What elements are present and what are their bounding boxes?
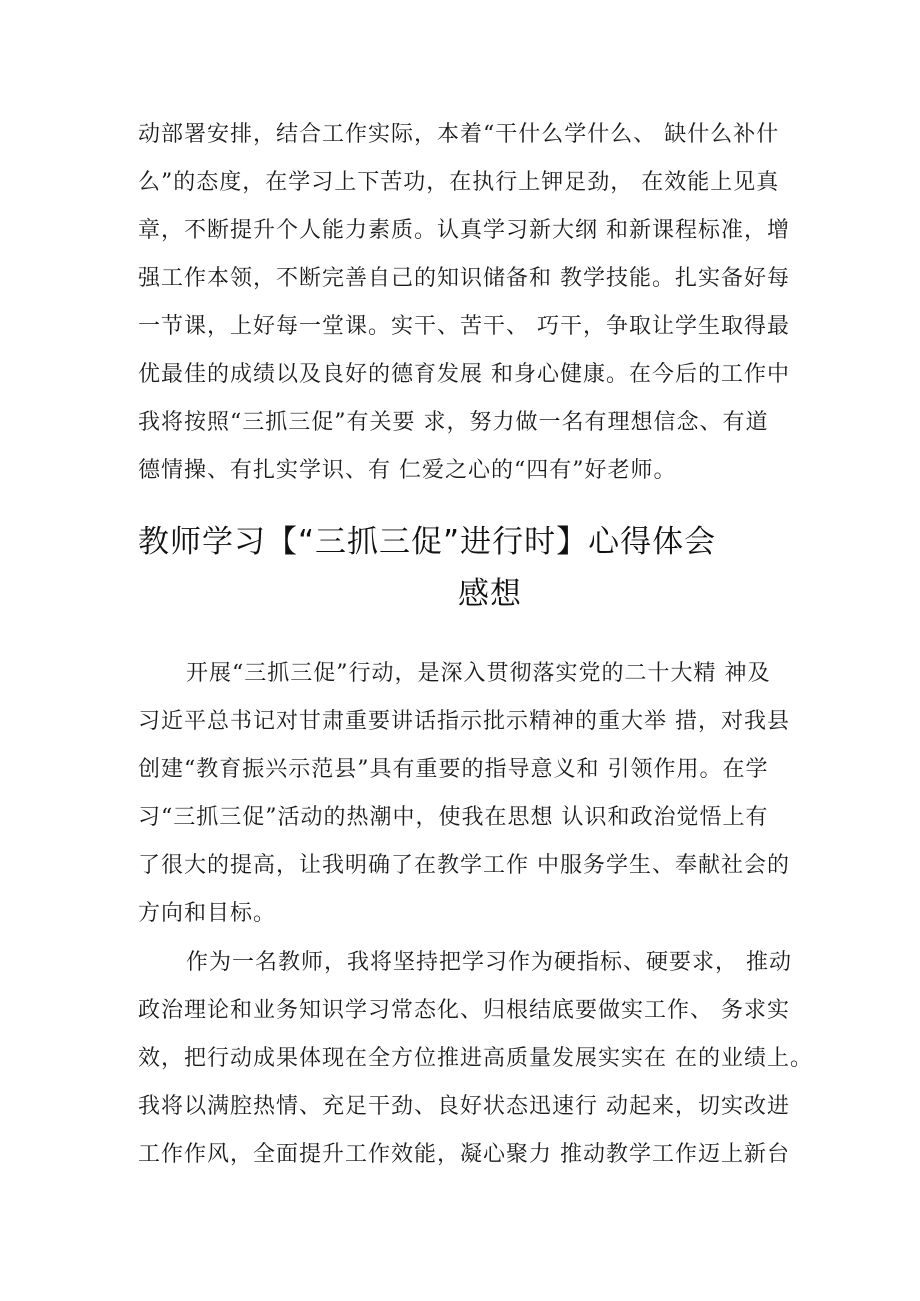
text-line: 优最佳的成绩以及良好的德育发展 和身心健康。在今后的工作中 — [138, 362, 790, 387]
text-line: 习近平总书记对甘肃重要讲话指示批示精神的重大举 措，对我县 — [138, 709, 790, 734]
text-line: 我将按照“三抓三促”有关要 求，努力做一名有理想信念、有道 — [138, 410, 769, 435]
text-line: 了很大的提高，让我明确了在教学工作 中服务学生、奉献社会的 — [138, 853, 790, 878]
text-line: 开展“三抓三促”行动，是深入贯彻落实党的二十大精 神及 — [186, 661, 771, 686]
text-line: 我将以满腔热情、充足干劲、良好状态迅速行 动起来，切实改进 — [138, 1094, 790, 1119]
intro-paragraph — [138, 111, 798, 495]
text-line: 效，把行动成果体现在全方位推进高质量发展实实在 在的业绩上。 — [138, 1046, 813, 1071]
article-title-line-1: 教师学习【“三抓三促”进行时】心得体会 — [138, 524, 717, 560]
text-line: 么”的态度，在学习上下苦功，在执行上钾足劲， 在效能上见真 — [138, 170, 780, 195]
text-line: 动部署安排，结合工作实际，本着“干什么学什么、 缺什么补什 — [138, 122, 780, 147]
article-title-line-2: 感想 — [458, 576, 522, 612]
text-line: 工作作风，全面提升工作效能，凝心聚力 推动教学工作迈上新台 — [138, 1142, 790, 1167]
text-line: 方向和目标。 — [138, 901, 277, 926]
body-paragraph-1 — [138, 650, 798, 938]
text-line: 一节课，上好每一堂课。实干、苦干、 巧干，争取让学生取得最 — [138, 314, 790, 339]
text-line: 强工作本领，不断完善自己的知识储备和 教学技能。扎实备好每 — [138, 266, 790, 291]
text-line: 作为一名教师，我将坚持把学习作为硬指标、硬要求， 推动 — [186, 950, 792, 975]
text-line: 章，不断提升个人能力素质。认真学习新大纲 和新课程标准，增 — [138, 218, 790, 243]
text-line: 政治理论和业务知识学习常态化、归根结底要做实工作、 务求实 — [138, 998, 790, 1023]
text-line: 创建“教育振兴示范县”具有重要的指导意义和 引领作用。在学 — [138, 757, 769, 782]
text-line: 德情操、有扎实学识、有 仁爱之心的“四有”好老师。 — [138, 458, 677, 483]
article-title — [120, 516, 820, 620]
text-line: 习“三抓三促”活动的热潮中，使我在思想 认识和政治觉悟上有 — [138, 805, 769, 830]
body-paragraph-2 — [138, 939, 813, 1179]
